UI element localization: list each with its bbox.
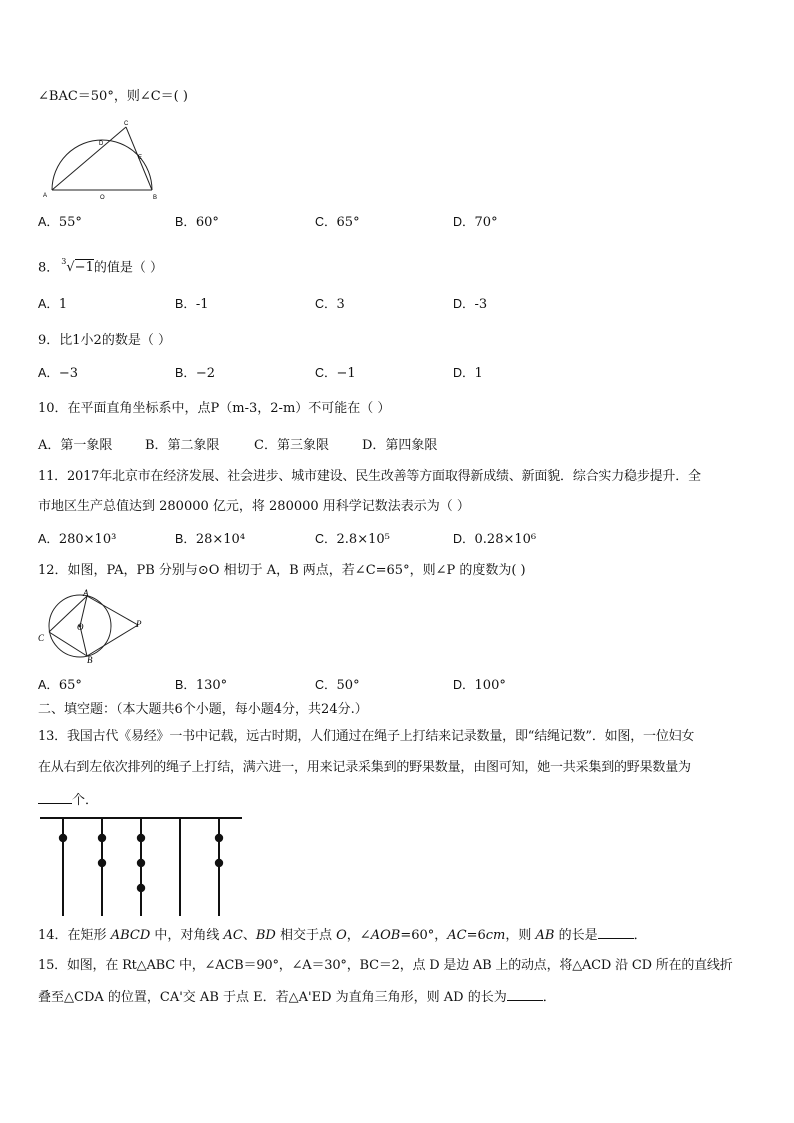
q7-option-d-letter: D．: [453, 215, 475, 229]
q7-figure: [40, 118, 170, 203]
q12-stem: 12．如图，PA，PB 分别与⊙O 相切于 A，B 两点，若∠C=65°，则∠P 的度数为( ): [38, 563, 526, 578]
q14-unit: cm: [485, 928, 506, 943]
q14-ac: AC: [447, 928, 467, 943]
q11-option-b-letter: B．: [175, 532, 196, 546]
q8-option-d-letter: D．: [453, 297, 475, 311]
q14-answer-blank: [598, 926, 634, 939]
q11-option-d: [453, 530, 536, 549]
q8-option-b-text: -1: [195, 297, 209, 312]
q9-option-c-letter: C．: [315, 366, 337, 380]
q9-option-b: [175, 364, 215, 383]
q7-options: [38, 213, 738, 231]
q14-mid-3: ，∠: [346, 928, 371, 943]
q10-option-a: A．第一象限: [38, 438, 113, 453]
q10-stem: 10．在平面直角坐标系中，点P（m-3，2-m）不可能在（ ）: [38, 401, 391, 416]
q10-option-b: B．第二象限: [145, 438, 220, 453]
q8-radical-sign: √: [66, 260, 75, 276]
q11-option-a-letter: A．: [38, 532, 59, 546]
q12-label-c: C: [38, 633, 45, 643]
q15-line-1: 15．如图，在 Rt△ABC 中，∠ACB＝90°，∠A＝30°，BC＝2，点 D 是边 AB 上的动点，将△ACD 沿 CD 所在的直线折: [38, 958, 733, 973]
q8-option-d-text: -3: [474, 297, 488, 312]
q8-option-a-text: 1: [58, 297, 68, 312]
q12-label-o: O: [77, 622, 84, 632]
q12-option-c-letter: C．: [315, 678, 337, 692]
q10-option-d: D．第四象限: [362, 438, 438, 453]
q8-number: 8．: [38, 260, 60, 276]
q7-option-b-letter: B．: [175, 215, 196, 229]
q15-period: ．: [542, 990, 556, 1005]
q12-option-a: [38, 676, 82, 695]
q12-option-d-letter: D．: [453, 678, 475, 692]
q13-knot-figure: [40, 812, 250, 917]
q7-label-b: B: [153, 195, 158, 201]
q11-option-b: [175, 530, 245, 549]
q14-sep: 、: [242, 928, 256, 943]
q11-option-c: [315, 530, 390, 549]
q13-line-2: 在从右到左依次排列的绳子上打结，满六进一，用来记录采集到的野果数量，由图可知，她一共采集到的野果数量为: [38, 760, 691, 775]
q12-option-b-text: 130°: [195, 678, 228, 693]
q8-option-b-letter: B．: [175, 297, 196, 311]
q7-option-a-text: 55°: [58, 215, 82, 230]
q13-knot: [98, 834, 106, 842]
q7-option-d-text: 70°: [474, 215, 498, 230]
q13-knot: [59, 834, 67, 842]
q12-option-a-letter: A．: [38, 678, 59, 692]
q9-option-d: [453, 364, 483, 383]
q9-option-b-letter: B．: [175, 366, 196, 380]
q14-period: ．: [633, 928, 647, 943]
q9-option-c-text: −1: [336, 366, 356, 381]
q7-option-a-letter: A．: [38, 215, 59, 229]
q13-line-3: [38, 791, 98, 810]
q15-answer-blank: [507, 988, 543, 1001]
q10-options: [38, 437, 738, 455]
q9-option-a: [38, 364, 78, 383]
q7-option-c-text: 65°: [336, 215, 360, 230]
q12-option-d-text: 100°: [474, 678, 506, 693]
q12-label-p: P: [136, 619, 142, 629]
q12-option-c-text: 50°: [336, 678, 360, 693]
q13-line-1: 13．我国古代《易经》一书中记载，远古时期，人们通过在绳子上打结来记录数量，即“结绳记数”．如图，一位妇女: [38, 729, 695, 744]
q11-option-c-letter: C．: [315, 532, 337, 546]
q7-label-o: O: [100, 195, 105, 201]
q9-option-d-letter: D．: [453, 366, 475, 380]
q7-option-b: [175, 213, 219, 232]
q8-radical-index: 3: [61, 257, 67, 266]
q12-label-b: B: [87, 655, 93, 665]
q11-option-c-text: 2.8×10⁵: [336, 532, 390, 547]
q11-option-a: [38, 530, 116, 549]
q7-option-b-text: 60°: [195, 215, 219, 230]
q14-prefix: 14．在矩形: [38, 928, 111, 943]
q14-diag-2: BD: [255, 928, 276, 943]
q12-option-a-text: 65°: [58, 678, 82, 693]
q8-option-c-letter: C．: [315, 297, 337, 311]
q13-knot: [215, 834, 223, 842]
q11-option-b-text: 28×10⁴: [195, 532, 246, 547]
q9-option-a-text: −3: [58, 366, 79, 381]
q11-line-2: 市地区生产总值达到 280000 亿元，将 280000 用科学记数法表示为（ ）: [38, 499, 470, 514]
q13-line-3-suffix: 个．: [72, 793, 99, 808]
q11-option-d-text: 0.28×10⁶: [474, 532, 537, 547]
q8-options: [38, 295, 738, 313]
q15-line-2-text: 叠至△CDA 的位置，CA'交 AB 于点 E．若△A'ED 为直角三角形，则 AD 的长为: [38, 990, 507, 1005]
q14-ab: AB: [535, 928, 555, 943]
q13-knot: [137, 834, 145, 842]
section-2-heading: 二、填空题：（本大题共6个小题，每小题4分，共24分.）: [38, 702, 368, 717]
q7-option-c: [315, 213, 360, 232]
q12-option-b: [175, 676, 227, 695]
q11-option-a-text: 280×10³: [58, 532, 117, 547]
q7-stem: ∠BAC＝50°，则∠C＝( ): [38, 89, 188, 104]
q12-options: [38, 676, 738, 694]
q14-diag-1: AC: [223, 928, 243, 943]
q14-stem: [38, 926, 647, 945]
q13-knot: [137, 884, 145, 892]
q8-radical: [59, 257, 94, 276]
q8-option-c-text: 3: [336, 297, 345, 312]
q9-option-c: [315, 364, 356, 383]
q8-option-a: [38, 295, 67, 314]
q15-line-2: [38, 988, 556, 1007]
q7-label-d: D: [99, 141, 104, 147]
q7-option-c-letter: C．: [315, 215, 337, 229]
q12-label-a: A: [83, 588, 89, 598]
q12-option-c: [315, 676, 360, 695]
q13-answer-blank: [38, 791, 72, 804]
q12-option-d: [453, 676, 506, 695]
q14-suffix: 的长是: [554, 928, 598, 943]
q7-option-d: [453, 213, 498, 232]
q14-mid: 中，对角线: [150, 928, 224, 943]
q7-label-c: C: [124, 121, 129, 127]
q9-options: [38, 364, 738, 382]
q8-option-c: [315, 295, 345, 314]
q14-mid-5: =6: [466, 928, 486, 943]
q7-label-a: A: [43, 193, 48, 199]
q8-option-d: [453, 295, 487, 314]
q13-knot: [137, 859, 145, 867]
q12-option-b-letter: B．: [175, 678, 196, 692]
q9-option-d-text: 1: [474, 366, 483, 381]
q7-label-e: E: [138, 155, 143, 161]
q14-rect: ABCD: [110, 928, 151, 943]
q11-line-1: 11．2017年北京市在经济发展、社会进步、城市建设、民生改善等方面取得新成绩、新面貌．综合实力稳步提升．全: [38, 469, 701, 484]
q8-option-a-letter: A．: [38, 297, 59, 311]
q9-option-b-text: −2: [195, 366, 216, 381]
q9-stem: 9．比1小2的数是（ ）: [38, 333, 171, 348]
q13-knot: [215, 859, 223, 867]
q14-mid-4: =60°，: [400, 928, 448, 943]
q8-option-b: [175, 295, 209, 314]
q11-options: [38, 530, 738, 548]
q13-knot: [98, 859, 106, 867]
q8-radicand: −1: [74, 260, 94, 276]
q12-figure: [34, 588, 149, 665]
q7-option-a: [38, 213, 82, 232]
q10-option-c: C．第三象限: [254, 438, 329, 453]
q9-option-a-letter: A．: [38, 366, 59, 380]
q14-point: O: [336, 928, 347, 943]
q11-option-d-letter: D．: [453, 532, 475, 546]
q14-mid-2: 相交于点: [275, 928, 337, 943]
q14-angle: AOB: [370, 928, 401, 943]
q8-tail: 的值是（ ）: [93, 260, 163, 276]
q8-stem: [38, 255, 163, 277]
q14-mid-6: ，则: [505, 928, 536, 943]
